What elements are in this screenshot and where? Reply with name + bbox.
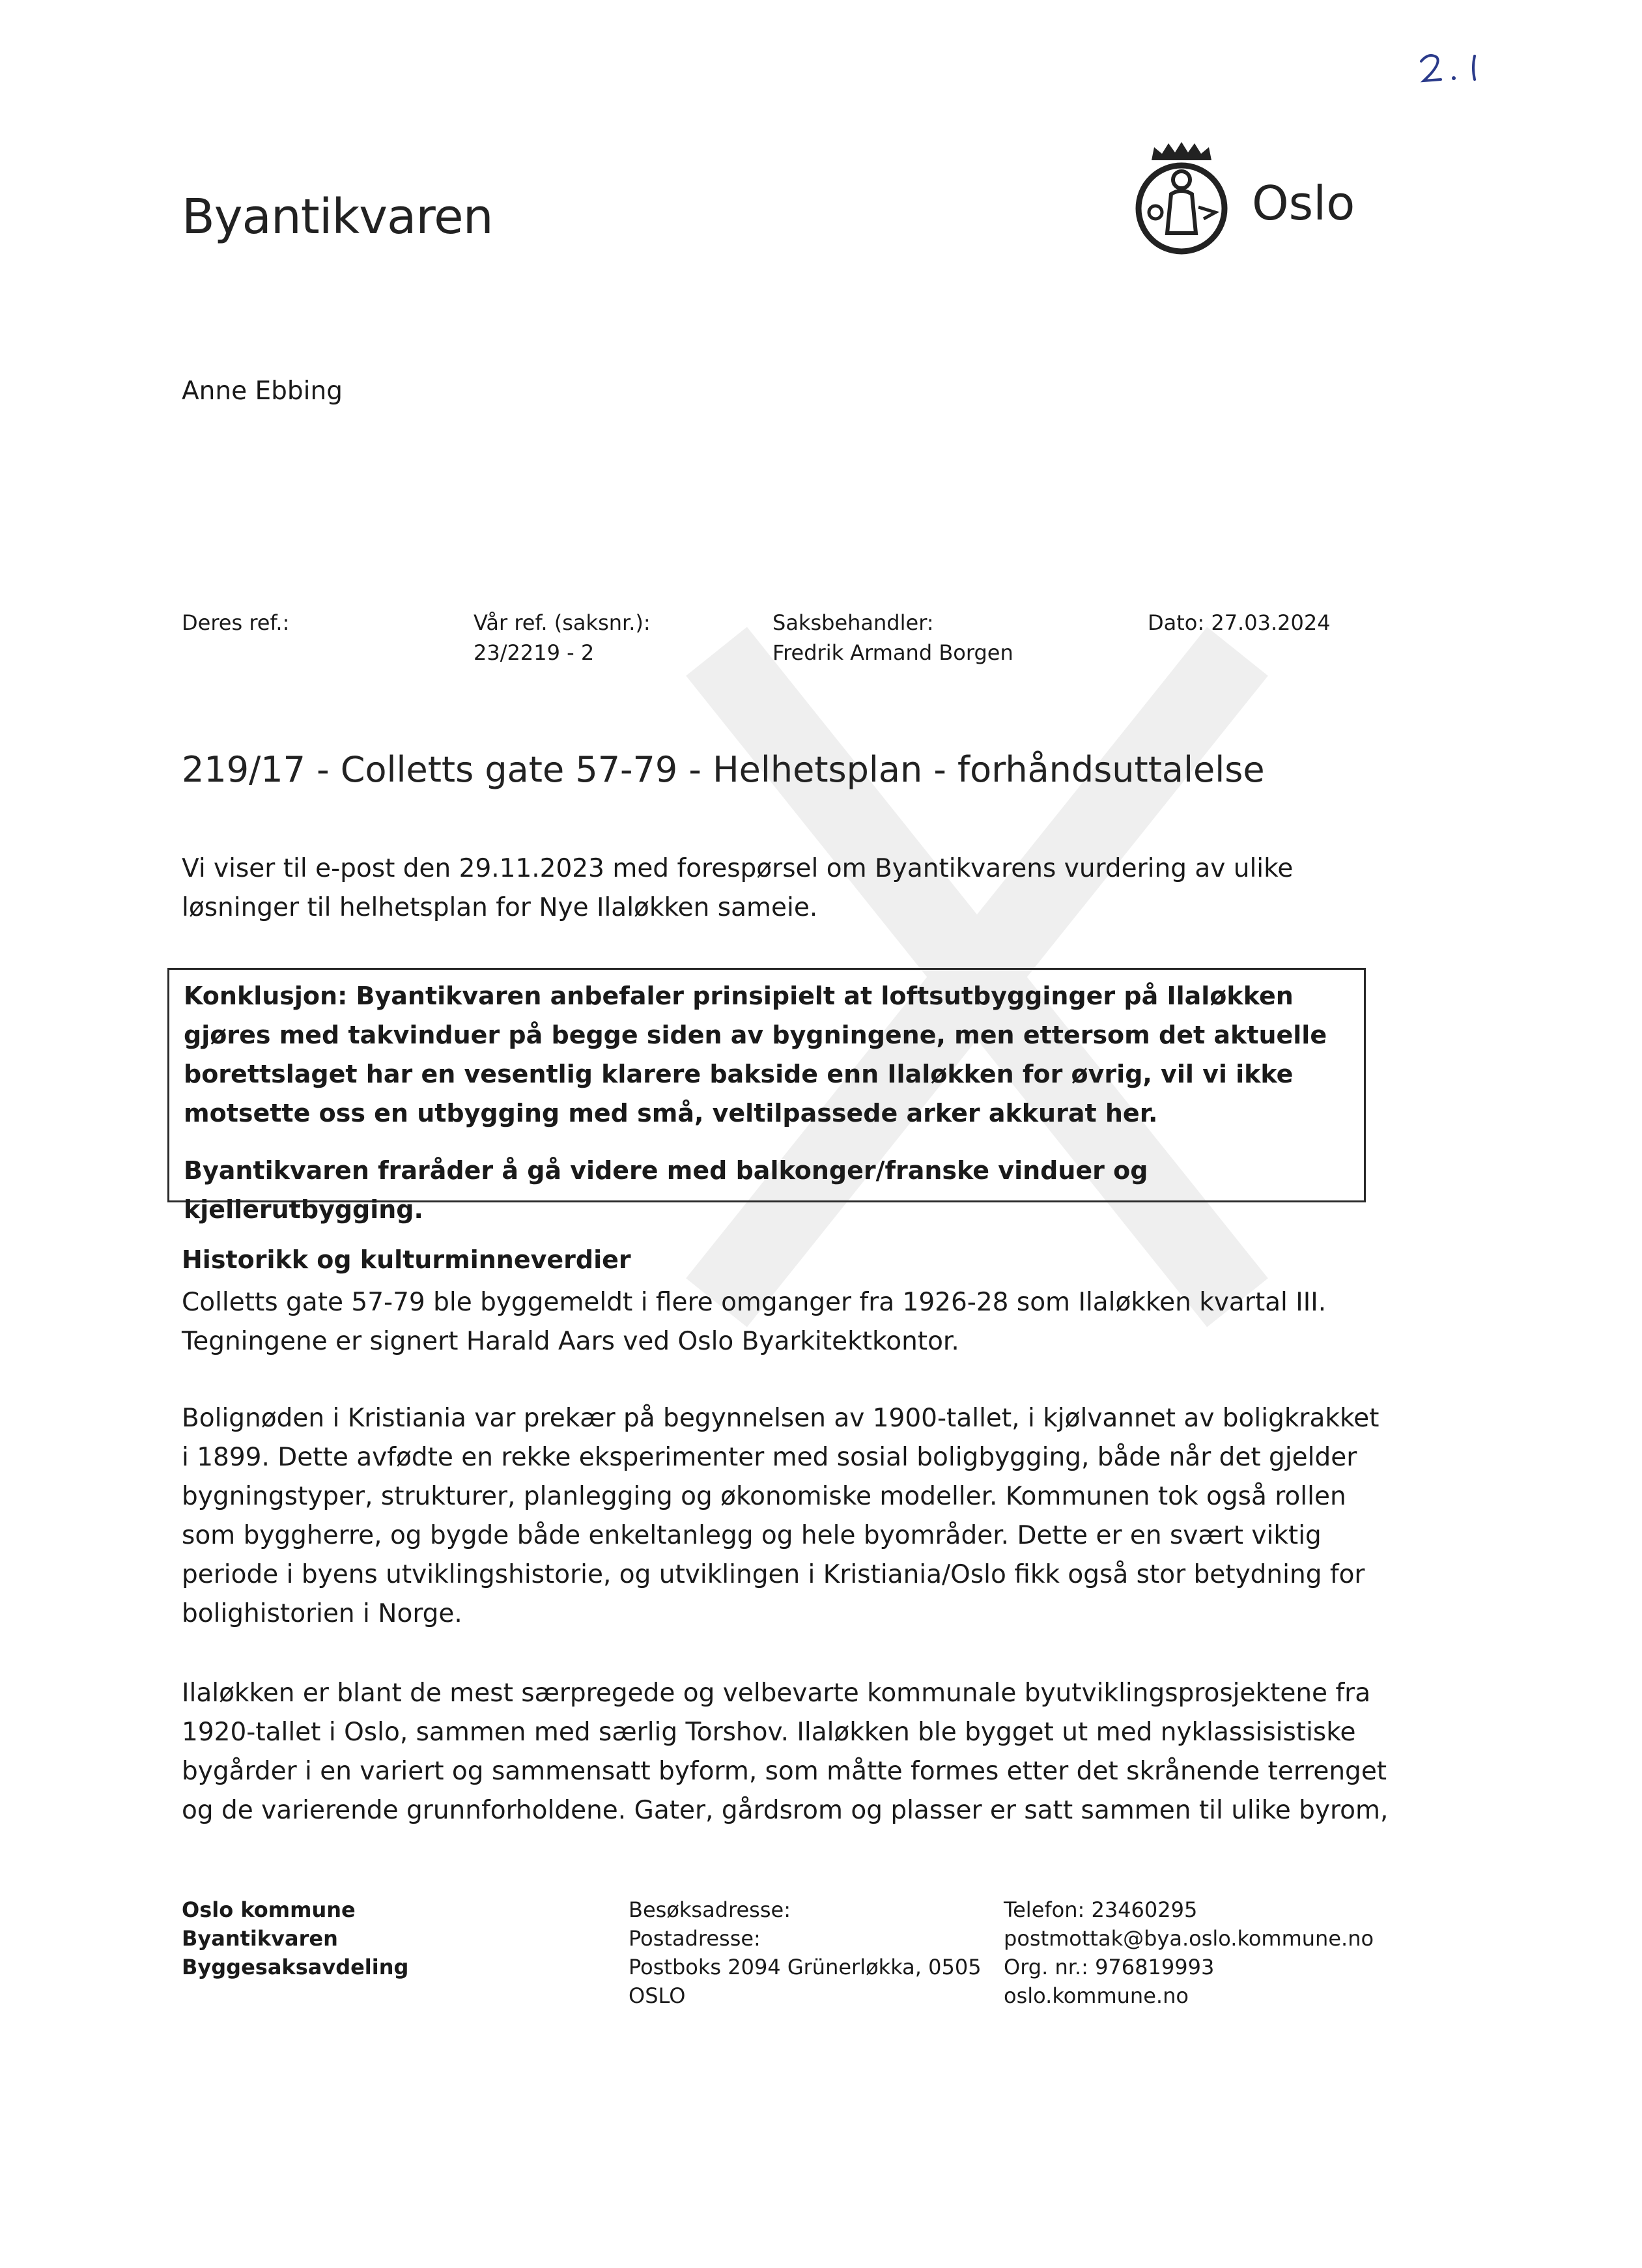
conclusion-box [167, 968, 1366, 1224]
footer-address-line: Postboks 2094 Grünerløkka, 0505 [629, 1955, 982, 1979]
footer-address-line: Postadresse: [629, 1926, 761, 1951]
footer-email-link[interactable]: postmottak@bya.oslo.kommune.no [1004, 1926, 1374, 1951]
conclusion-paragraph-2: Byantikvaren fraråder å gå videre med balkonger/franske vinduer og kjellerutbygging. [184, 1156, 1148, 1224]
footer-organization [182, 1895, 408, 1981]
footer-phone: Telefon: 23460295 [1004, 1897, 1198, 1922]
footer-address-line: Besøksadresse: [629, 1897, 791, 1922]
intro-paragraph: Vi viser til e-post den 29.11.2023 med forespørsel om Byantikvarens vurdering av ulike løsninger til helhetsplan for Nye Ilaløkken sameie. [182, 854, 1294, 922]
footer-org-line: Oslo kommune [182, 1897, 356, 1922]
recipient-name: Anne Ebbing [182, 376, 343, 406]
saksbehandler-value: Fredrik Armand Borgen [772, 640, 1013, 665]
section-heading: Historikk og kulturminneverdier [182, 1245, 631, 1274]
oslo-seal-icon [1133, 135, 1230, 256]
conclusion-paragraph-1: Konklusjon: Byantikvaren anbefaler prinsipielt at loftsutbygginger på Ilaløkken gjøres med takvinduer på begge siden av bygningene, men ettersom det aktuelle borettslaget har en vesentlig klarere bakside enn Ilaløkken for øvrig, vil vi ikke motsette oss en utbygging med små, veltilpassede arker akkurat her. [184, 982, 1327, 1127]
dato: Dato: 27.03.2024 [1148, 610, 1331, 635]
deres-ref [182, 608, 289, 638]
history-paragraph-2: Bolignøden i Kristiania var prekær på begynnelsen av 1900-tallet, i kjølvannet av boligkrakket i 1899. Dette avfødte en rekke eksperimenter med sosial boligbygging, både når det gjelder bygningstyper, strukturer, planlegging og økonomiske modeller. Kommunen tok også rollen som byggherre, og bygde både enkeltanlegg og hele byområder. Dette er en svært viktig periode i byens utviklingshistorie, og utviklingen i Kristiania/Oslo fikk også stor betydning for bolighistorien i Norge. [182, 1404, 1380, 1628]
organization-name: Byantikvaren [182, 189, 493, 245]
footer-address [629, 1895, 982, 2010]
city-name: Oslo [1252, 176, 1355, 231]
history-paragraph-3: Ilaløkken er blant de mest særpregede og velbevarte kommunale byutviklingsprosjektene fra 1920-tallet i Oslo, sammen med særlig Torshov. Ilaløkken ble bygget ut med nyklassisistiske bygårder i en variert og sammensatt byform, som måtte formes etter det skrånende terrenget og de varierende grunnforholdene. Gater, gårdsrom og plasser er satt sammen til ulike byrom, [182, 1679, 1389, 1825]
footer-contact [1004, 1895, 1374, 2010]
handwritten-number-mark [1415, 47, 1493, 92]
deres-ref-label: Deres ref.: [182, 610, 290, 635]
footer-website-link[interactable]: oslo.kommune.no [1004, 1983, 1189, 2008]
saksbehandler-label: Saksbehandler: [772, 610, 934, 635]
footer-org-line: Byggesaksavdeling [182, 1955, 409, 1979]
var-ref-value: 23/2219 - 2 [474, 640, 595, 665]
footer-org-line: Byantikvaren [182, 1926, 338, 1951]
footer-address-line: OSLO [629, 1983, 686, 2008]
footer-org-number: Org. nr.: 976819993 [1004, 1955, 1215, 1979]
letter-subject: 219/17 - Colletts gate 57-79 - Helhetsplan - forhåndsuttalelse [182, 749, 1265, 790]
var-ref [474, 608, 651, 668]
var-ref-label: Vår ref. (saksnr.): [474, 610, 651, 635]
history-paragraph-1: Colletts gate 57-79 ble byggemeldt i flere omganger fra 1926-28 som Ilaløkken kvartal III. Tegningene er signert Harald Aars ved Oslo Byarkitektkontor. [182, 1288, 1327, 1356]
saksbehandler [772, 608, 1013, 668]
